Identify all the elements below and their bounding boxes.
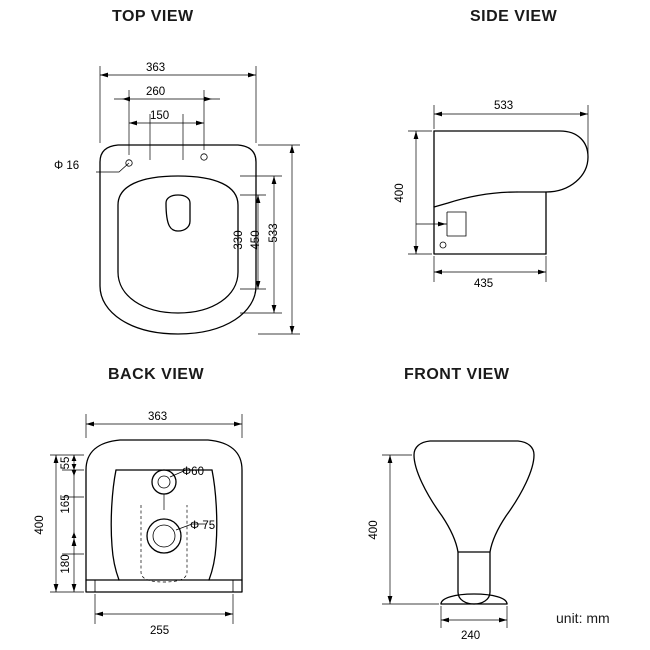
- front-view-dimensions: [382, 455, 507, 628]
- front-view-geometry: [414, 441, 534, 604]
- title-back-view: BACK VIEW: [108, 366, 205, 383]
- dim-back-height-total: 400: [34, 515, 46, 535]
- dim-top-width-outer: 363: [146, 62, 166, 74]
- title-side-view: SIDE VIEW: [470, 8, 558, 25]
- side-view-geometry: [434, 131, 588, 254]
- dim-back-width-outer: 363: [148, 411, 168, 423]
- dim-back-hole-upper: Φ60: [182, 466, 204, 478]
- dim-top-height-inner: 330: [233, 230, 245, 250]
- dim-front-base-width: 240: [461, 630, 481, 642]
- dim-front-height: 400: [368, 520, 380, 540]
- dim-back-seg-bottom: 180: [60, 554, 72, 574]
- dim-top-height-mid: 450: [250, 230, 262, 250]
- dim-side-base-length: 435: [474, 278, 494, 290]
- dim-top-width-mid: 260: [146, 86, 166, 98]
- dim-back-seg-mid: 165: [60, 494, 72, 514]
- top-view-dimensions: [100, 66, 300, 334]
- title-front-view: FRONT VIEW: [404, 366, 510, 383]
- dim-top-height-outer: 533: [268, 223, 280, 243]
- dim-top-width-inner: 150: [150, 110, 170, 122]
- dim-side-length: 533: [494, 100, 514, 112]
- top-view-geometry: [96, 145, 256, 334]
- title-top-view: TOP VIEW: [112, 8, 194, 25]
- back-view-geometry: [86, 440, 242, 592]
- unit-note: unit: mm: [556, 610, 610, 626]
- dim-top-hole-diameter: Φ 16: [54, 160, 80, 172]
- dim-side-height: 400: [394, 183, 406, 203]
- dim-back-base-width: 255: [150, 625, 170, 637]
- dim-back-hole-lower: Φ 75: [190, 520, 216, 532]
- dim-back-seg-top: 55: [60, 456, 72, 470]
